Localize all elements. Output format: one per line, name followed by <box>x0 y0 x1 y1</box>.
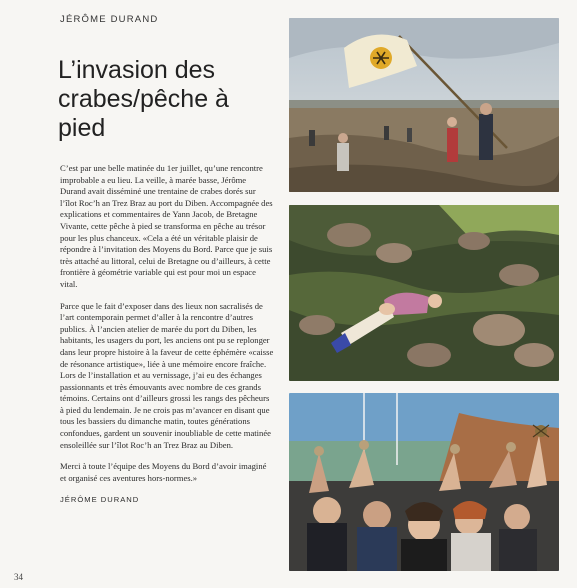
article-signature: JÉRÔME DURAND <box>60 495 140 505</box>
photo-crab-finders <box>289 393 559 571</box>
photo-child-on-rocks <box>289 205 559 381</box>
photo-flag-on-shore <box>289 18 559 192</box>
paragraph: Merci à toute l’équipe des Moyens du Bord d’avoir imaginé et organisé ces aventures hors-normes.» <box>60 461 267 483</box>
page-number: 34 <box>14 572 23 582</box>
paragraph: Parce que le fait d’exposer dans des lieux non sacralisés de l’art contemporain permet d’aller à la rencontre d’autres publics. À l’ancien atelier de marée du port du Diben, les habitants, les usagers du port, les anciens ont pu se replonger dans leur propre histoire à la faveur de cette éphémère «caisse de résonance artistique», liée à une mémoire encore fraîche. Lors de l’installation et au vernissage, j’ai eu des échanges passionnants et très émouvants avec nombre de ces grands témoins. Certains ont d’ailleurs grossi les rangs des pêcheurs à pied du lendemain. Je ne crois pas m’avancer en disant que tous les bassiers du dimanche matin, toutes générations confondues, gardent un souvenir inoubliable de cette matinée ensoleillée sur l’îlot Roc’h an Trez Braz au Diben. <box>60 300 274 450</box>
author-header: JÉRÔME DURAND <box>60 14 159 25</box>
article-body <box>60 163 274 506</box>
article-title: L’invasion des crabes/pêche à pied <box>58 56 229 142</box>
paragraph: C’est par une belle matinée du 1er juillet, qu’une rencontre improbable a eu lieu. La veille, à marée basse, Jérôme Durand avait disséminé une trentaine de crabes dorés sur l’îlot Roc’h an Trez Braz au port du Diben. Accompagnée des explications et commentaires de Yann Jacob, de Bretagne Vivante, cette pêche à pied se transforma en pêche au trésor pour les plus chanceux. «Cela a été un véritable plaisir de répondre à l’invitation des Moyens du Bord. Parce que je suis très attaché au littoral, celui de Bretagne ou d’ailleurs, à cette frontière à géométrie variable qui est pour moi un espace vital. <box>60 163 273 289</box>
